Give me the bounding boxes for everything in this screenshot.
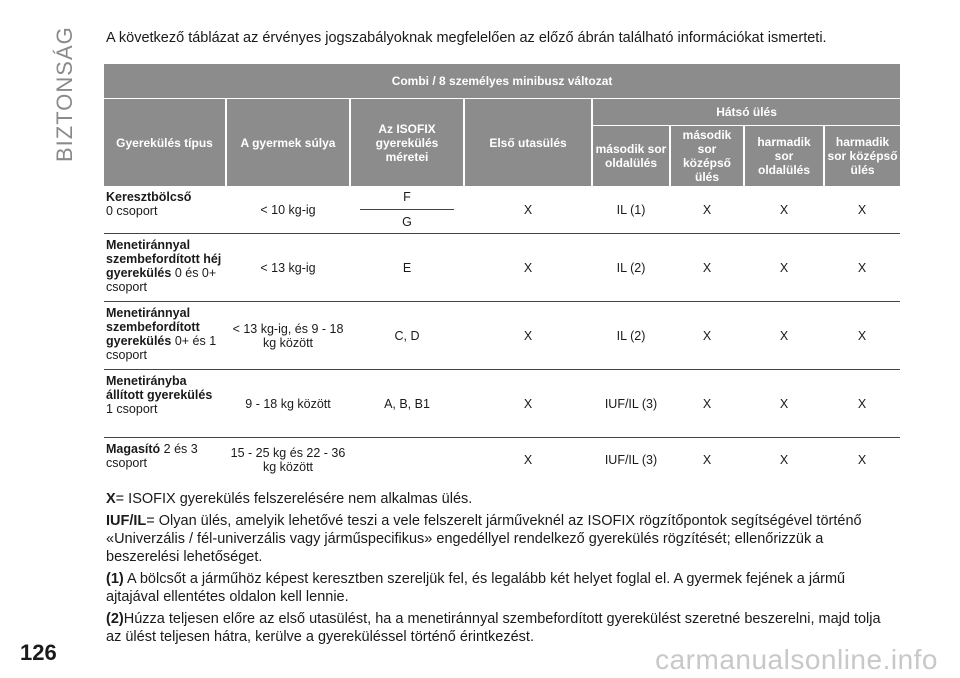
- page-number: 126: [20, 640, 57, 665]
- legend-item: [106, 570, 896, 606]
- isofix-cell: [350, 438, 464, 482]
- legend-text: = ISOFIX gyerekülés felszerelésére nem alkalmas ülés.: [115, 491, 473, 507]
- front-seat-cell: X: [464, 234, 592, 302]
- type-group: 0 és 0+ csoport: [106, 266, 217, 294]
- rear-cell-1: IL (1): [592, 186, 670, 234]
- rear-cell-1: IUF/IL (3): [604, 452, 658, 467]
- rear-cell-4: X: [824, 186, 900, 234]
- front-seat-cell: X: [464, 370, 592, 438]
- rear-cell-2: X: [670, 234, 744, 302]
- rear-cell-3: X: [744, 370, 824, 438]
- header-rear-seat: Hátsó ülés: [592, 99, 900, 126]
- type-cell: [104, 186, 226, 234]
- table-row: [104, 302, 900, 370]
- table-row: [104, 438, 900, 482]
- header-rear-col-4: harmadik sor középső ülés: [824, 126, 900, 187]
- legend-text: A bölcsőt a járműhöz képest keresztben szereljük fel, és legalább két helyet foglal el. A gyermek fejének a jármű ajtajával ellentétes oldalon kell lennie.: [106, 571, 846, 605]
- type-cell: [104, 438, 226, 482]
- legend-text: Húzza teljesen előre az első utasülést, ha a menetiránnyal szembefordított gyerekülést szeretné beszerelni, majd tolja az ülést teljesen hátra, kerülve a gyereküléssel történő érintkezést.: [106, 611, 881, 645]
- rear-cell-2: X: [702, 452, 712, 467]
- rear-cell-1: IL (2): [592, 302, 670, 370]
- weight-cell: < 13 kg-ig: [226, 234, 350, 302]
- weight-cell: < 10 kg-ig: [226, 186, 350, 234]
- type-group: 0+ és 1 csoport: [106, 334, 217, 362]
- type-name: Keresztbölcső: [106, 190, 192, 204]
- legend-key: X: [106, 491, 116, 507]
- type-group: 0 csoport: [106, 204, 158, 218]
- header-weight: A gyermek súlya: [226, 99, 350, 187]
- section-side-label: BIZTONSÁG: [52, 26, 77, 162]
- rear-cell-4: X: [824, 234, 900, 302]
- table-row: [104, 234, 900, 302]
- header-isofix: Az ISOFIX gyerekülés méretei: [350, 99, 464, 187]
- legend-item: [106, 490, 896, 508]
- legend-key: IUF/IL: [106, 513, 147, 529]
- watermark: carmanualsonline.info: [655, 644, 938, 675]
- isofix-cell: A, B, B1: [350, 370, 464, 438]
- rear-cell-2: X: [670, 186, 744, 234]
- legend-key: (2): [106, 611, 124, 627]
- type-name: Menetiránnyal szembefordított héj gyerekülés: [106, 238, 222, 280]
- header-front-seat: Első utasülés: [464, 99, 592, 187]
- type-name: Menetiránnyal szembefordított gyerekülés: [106, 306, 200, 348]
- intro-text: A következő táblázat az érvényes jogszabályoknak megfelelően az előző ábrán található információkat ismerteti.: [106, 30, 827, 46]
- header-type: Gyerekülés típus: [104, 99, 226, 187]
- isofix-cell: E: [350, 234, 464, 302]
- child-seat-table: [104, 64, 900, 482]
- front-seat-cell: X: [523, 452, 533, 467]
- table-row: [104, 370, 900, 438]
- legend-key: (1): [106, 571, 124, 587]
- isofix-cell: C, D: [350, 302, 464, 370]
- rear-cell-2: X: [670, 302, 744, 370]
- legend-item: [106, 512, 896, 566]
- legend-item: [106, 610, 896, 646]
- isofix-size-bottom: G: [402, 215, 412, 229]
- rear-cell-4: X: [824, 370, 900, 438]
- rear-cell-3: X: [744, 234, 824, 302]
- type-group: 1 csoport: [106, 402, 158, 416]
- rear-cell-3: X: [744, 302, 824, 370]
- rear-cell-4: X: [857, 452, 867, 467]
- type-group: 2 és 3 csoport: [106, 442, 198, 470]
- rear-cell-2: X: [670, 370, 744, 438]
- header-rear-col-3: harmadik sor oldalülés: [744, 126, 824, 187]
- weight-cell: 15 - 25 kg és 22 - 36 kg között: [230, 445, 346, 474]
- rear-cell-3: X: [779, 452, 789, 467]
- rear-cell-4: X: [824, 302, 900, 370]
- weight-cell: < 13 kg-ig, és 9 - 18 kg között: [226, 302, 350, 370]
- legend: [106, 490, 896, 650]
- type-cell: [104, 302, 226, 370]
- weight-cell: 9 - 18 kg között: [226, 370, 350, 438]
- table-title: Combi / 8 személyes minibusz változat: [104, 64, 900, 99]
- table-row: [104, 186, 900, 234]
- header-rear-col-2: második sor középső ülés: [670, 126, 744, 187]
- type-cell: [104, 370, 226, 438]
- type-name: Menetirányba állított gyerekülés: [106, 374, 213, 402]
- legend-text: = Olyan ülés, amelyik lehetővé teszi a vele felszerelt járműveknél az ISOFIX rögzítőpontok segítségével történő «Univerzális / fél-univerzális vagy járműspecifikus» engedéllyel rendelkező gyerekülés rögzítését; ellenőrizzük a beszerelési lehetőséget.: [106, 513, 862, 565]
- isofix-size-top: F: [360, 186, 454, 210]
- front-seat-cell: X: [464, 186, 592, 234]
- header-rear-col-1: második sor oldalülés: [592, 126, 670, 187]
- rear-cell-1: IUF/IL (3): [592, 370, 670, 438]
- rear-cell-1: IL (2): [592, 234, 670, 302]
- front-seat-cell: X: [464, 302, 592, 370]
- isofix-cell: [350, 186, 464, 234]
- type-cell: [104, 234, 226, 302]
- type-name: Magasító: [106, 442, 161, 456]
- rear-cell-3: X: [744, 186, 824, 234]
